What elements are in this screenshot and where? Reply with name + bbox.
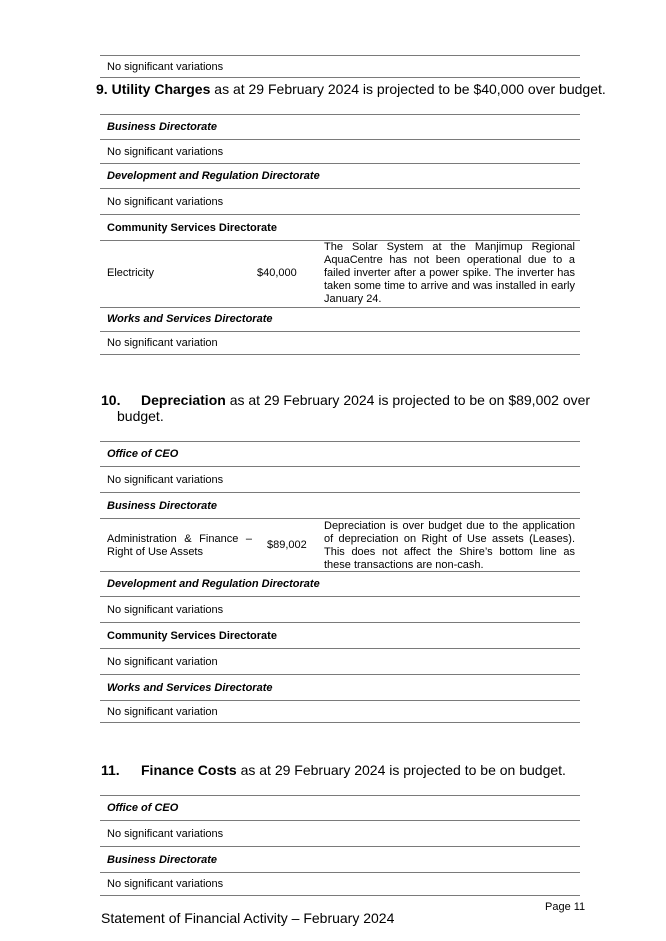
section-heading-11 (101, 762, 566, 778)
item-amount: $89,002 (267, 539, 307, 551)
table-rule (100, 820, 580, 821)
item-amount: $40,000 (257, 267, 297, 279)
table-rule (100, 114, 580, 115)
table-row: No significant variation (107, 337, 218, 349)
section-title: Finance Costs (141, 762, 237, 778)
table-rule (100, 596, 580, 597)
table-row: No significant variations (107, 146, 224, 158)
table-rule (100, 648, 580, 649)
directorate-header: Office of CEO (107, 448, 179, 460)
section-text: as at 29 February 2024 is projected to be on budget. (236, 762, 566, 778)
table-rule (100, 466, 580, 467)
page-number: Page 11 (545, 901, 586, 913)
directorate-header: Works and Services Directorate (107, 682, 273, 694)
table-rule (100, 622, 580, 623)
table-rule (100, 492, 580, 493)
section-title: Depreciation (141, 392, 226, 408)
table-row: No significant variations (107, 474, 224, 486)
table-rule (100, 307, 580, 308)
table-row: No significant variations (107, 61, 224, 73)
table-rule (100, 163, 580, 164)
table-rule (100, 441, 580, 442)
section-number: 11. (101, 762, 120, 778)
item-explanation: The Solar System at the Manjimup Regional AquaCentre has not been operational due to a failed inverter after a power spike. The inverter has taken some time to arrive and was installed in early January 24. (324, 241, 575, 305)
section-title: Utility Charges (111, 81, 211, 97)
table-rule (100, 846, 580, 847)
table-rule (100, 518, 580, 519)
table-rule (100, 571, 580, 572)
directorate-header: Works and Services Directorate (107, 313, 273, 325)
directorate-header: Business Directorate (107, 854, 218, 866)
table-rule (100, 674, 580, 675)
section-text: as at 29 February 2024 is projected to be on $89,002 over (225, 392, 591, 408)
directorate-header: Community Services Directorate (107, 222, 277, 234)
item-label: Electricity (107, 267, 155, 279)
table-row: No significant variations (107, 196, 224, 208)
section-heading-10-cont: budget. (117, 408, 164, 424)
table-rule (100, 139, 580, 140)
table-row: No significant variation (107, 706, 218, 718)
item-explanation: Depreciation is over budget due to the application of depreciation on Right of Use assets (Leases). This does not affect the Shire’s bottom line as these transactions are non-cash. (324, 520, 575, 571)
table-rule (100, 722, 580, 723)
table-row: No significant variations (107, 604, 224, 616)
directorate-header: Office of CEO (107, 802, 179, 814)
directorate-header: Development and Regulation Directorate (107, 170, 320, 182)
section-number: 10. (101, 392, 121, 408)
table-rule (100, 188, 580, 189)
item-label: Administration & Finance – Right of Use Assets (107, 533, 252, 558)
directorate-header: Business Directorate (107, 500, 218, 512)
directorate-header: Community Services Directorate (107, 630, 277, 642)
table-rule (100, 872, 580, 873)
section-text: as at 29 February 2024 is projected to be $40,000 over budget. (210, 81, 606, 97)
table-row: No significant variations (107, 828, 224, 840)
directorate-header: Business Directorate (107, 121, 218, 133)
table-row: No significant variation (107, 656, 218, 668)
table-rule (100, 354, 580, 355)
table-row: No significant variations (107, 878, 224, 890)
table-rule (100, 214, 580, 215)
table-rule (100, 331, 580, 332)
directorate-header: Development and Regulation Directorate (107, 578, 320, 590)
table-rule (100, 795, 580, 796)
table-rule (100, 77, 580, 78)
footer-title: Statement of Financial Activity – February 2024 (101, 910, 395, 926)
section-heading-9 (96, 81, 606, 97)
section-heading-10 (101, 392, 590, 408)
table-rule (100, 700, 580, 701)
table-rule (100, 895, 580, 896)
table-rule (100, 55, 580, 56)
section-number: 9. (96, 81, 108, 97)
